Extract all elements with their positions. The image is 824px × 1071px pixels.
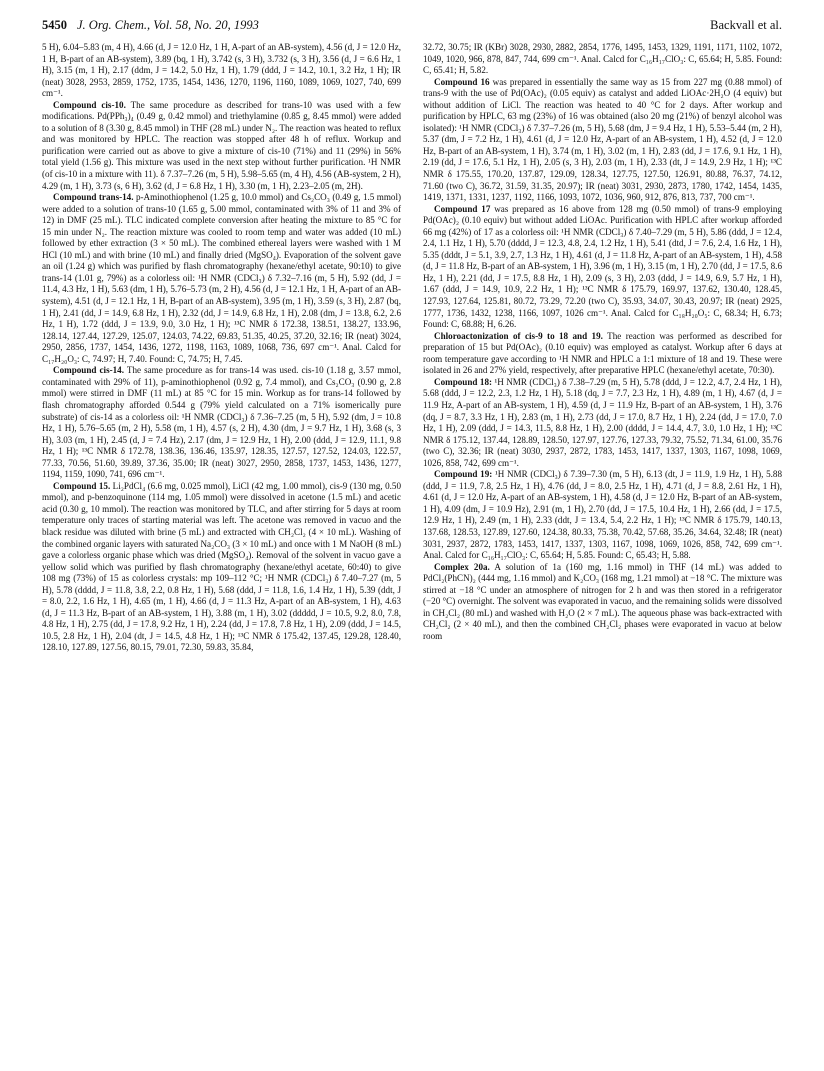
paragraph-heading: Compound 16 <box>434 76 490 87</box>
running-head-left <box>42 18 259 33</box>
paragraph-heading: Compound 15. <box>53 480 111 491</box>
paragraph <box>42 42 401 100</box>
paragraph <box>423 204 782 331</box>
paragraph-heading: Compound 18: <box>434 376 493 387</box>
paragraph-heading: Compound cis-14. <box>53 365 125 376</box>
paragraph <box>423 562 782 643</box>
paragraph <box>423 77 782 204</box>
left-column <box>42 42 401 654</box>
paragraph-text: A solution of 1a (160 mg, 1.16 mmol) in THF (14 mL) was added to PdCl₂(PhCN)₂ (444 mg, 1.16 mmol) and K₂CO₃ (168 mg, 1.21 mmol) at −18 °C. The mixture was stirred at −18 °C under an atmosphere of nitrogen for 2 h and was then stored in a refrigerator (−20 °C) overnight. The solvent was evaporated in vacuo, and the remaining solids were dissolved in CH₂Cl₂ (80 mL) and washed with H₂O (2 × 7 mL). The aqueous phase was back-extracted with CH₂Cl₂ (2 × 40 mL), and then the combined CH₂Cl₂ phases were evaporated in vacuo at below room <box>423 561 782 641</box>
body-columns <box>42 42 782 654</box>
paragraph-text: 32.72, 30.75; IR (KBr) 3028, 2930, 2882, 2854, 1776, 1495, 1453, 1329, 1191, 1171, 1102, 1072, 1049, 1020, 966, 878, 847, 744, 699 cm⁻¹. Anal. Calcd for C₁₆H₁₇ClO₃: C, 65.64; H, 5.85. Found: C, 65.41; H, 5.82. <box>423 42 782 76</box>
paragraph <box>42 100 401 192</box>
paragraph <box>423 469 782 561</box>
paragraph-text: Li₂PdCl₄ (6.6 mg, 0.025 mmol), LiCl (42 mg, 1.00 mmol), cis-9 (130 mg, 0.50 mmol), and p-benzoquinone (114 mg, 1.05 mmol) were dissolved in acetone (1.5 mL) and acetic acid (0.30 g, 10 mmol). The reaction was monitored by TLC, and after stirring for 5 days at room temperature only traces of starting material was left. The acetone was removed in vacuo and the black residue was diluted with brine (5 mL) and extracted with CH₂Cl₂ (4 × 10 mL). Washing of the combined organic layers with saturated Na₂CO₃ (3 × 10 mL) and once with 1 M NaOH (8 mL) gave a colorless organic phase which was dried (MgSO₄). Removal of the solvent in vacuo gave a yellow solid which was purified by flash chromatography (hexane/ethyl acetate, 60:40) to give 108 mg (73%) of 15 as colorless crystals: mp 109–112 °C; ¹H NMR (CDCl₃) δ 7.40–7.27 (m, 5 H), 5.78 (dddd, J = 11.8, 3.8, 2.2, 0.8 Hz, 1 H), 5.68 (ddd, J = 11.8, 1.6, 1.4 Hz, 1 H), 5.39 (ddt, J = 8.0, 2.2, 1.6 Hz, 1 H), 4.65 (m, 1 H), 4.66 (d, J = 11.3 Hz, A-part of an AB-system, 1 H), 4.63 (d, J = 11.3 Hz, B-part of an AB-system, 1 H), 3.88 (m, 1 H), 3.02 (ddddd, J = 10.5, 9.2, 8.0, 7.8, 4.8 Hz, 1 H), 2.75 (dd, J = 17.8, 9.2 Hz, 1 H), 2.24 (dd, J = 17.8, 7.8 Hz, 1 H), 2.09 (ddd, J = 14.5, 10.5, 2.8 Hz, 1 H), 2.04 (dt, J = 14.5, 4.8 Hz, 1 H); ¹³C NMR δ 175.42, 137.45, 129.28, 128.40, 128.10, 127.89, 127.56, 80.15, 79.01, 72.30, 59.83, 35.84, <box>42 480 401 653</box>
paragraph-text: The same procedure as described for trans-10 was used with a few modifications. Pd(PPh₃)₄ (0.49 g, 0.42 mmol) and triethylamine (0.85 g, 8.45 mmol) were added to a solution of 8 (3.30 g, 8.45 mmol) in THF (28 mL) under N₂. The reaction was heated to reflux and was monitored by HPLC. The reaction was stopped after 48 h of reflux. Workup and purification were carried out as above to give a mixture of cis-10 (71%) and 11 (29%) in 56% total yield (1.56 g). This mixture was used in the next step without further purification. ¹H NMR (of cis-10 in a mixture with 11). δ 7.37–7.26 (m, 5 H), 5.98–5.65 (m, 4 H), 4.56 (AB-system, 2 H), 4.29 (m, 1 H), 3.73 (s, 6 H), 3.62 (d, J = 6.8 Hz, 1 H), 3.30 (m, 1 H), 2.23–2.05 (m, 2H). <box>42 99 402 191</box>
paragraph <box>42 481 401 654</box>
paragraph <box>423 377 782 469</box>
paragraph-heading: Compound 17 <box>434 203 491 214</box>
paragraph <box>42 365 401 480</box>
paragraph <box>423 42 782 77</box>
paragraph-text: 5 H), 6.04–5.83 (m, 4 H), 4.66 (d, J = 12.0 Hz, 1 H, A-part of an AB-system), 4.56 (d, J = 12.0 Hz, 1 H, B-part of an AB-system), 3.89 (bq, 1 H), 3.742 (s, 3 H), 3.732 (s, 3 H), 3.56 (d, J = 6.6 Hz, 1 H), 3.15 (m, 1 H), 2.17 (ddm, J = 14.2, 5.0 Hz, 1 H), 1.79 (ddd, J = 14.2, 10.1, 3.2 Hz, 1 H); IR (neat) 3028, 2953, 2859, 1752, 1735, 1454, 1436, 1270, 1196, 1160, 1089, 1069, 1027, 740, 699 cm⁻¹. <box>42 42 401 99</box>
paragraph-heading: Compound trans-14. <box>53 192 134 203</box>
right-column <box>423 42 782 654</box>
paragraph-text: The reaction was performed as described for preparation of 15 but Pd(OAc)₂ (0.10 equiv) was employed as catalyst. Workup after 6 days at room temperature gave according to ¹H NMR and HPLC a 1:1 mixture of 18 and 19. These were isolated in 26 and 27% yield, respectively, after preparative HPLC (hexane/ethyl acetate, 70:30). <box>423 330 782 376</box>
paragraph-heading: Compound 19: <box>434 469 493 480</box>
running-head <box>42 18 782 36</box>
paragraph-heading: Chloroactonization of cis-9 to 18 and 19. <box>434 330 603 341</box>
paragraph-text: ¹H NMR (CDCl₃) δ 7.38–7.29 (m, 5 H), 5.78 (ddd, J = 12.2, 4.7, 2.4 Hz, 1 H), 5.68 (ddd, J = 12.2, 2.3, 1.2 Hz, 1 H), 5.18 (dq, J = 7.7, 2.3 Hz, 1 H), 4.89 (m, 1 H), 4.67 (d, J = 11.9 Hz, A-part of an AB-system, 1 H), 4.59 (d, J = 11.9 Hz, B-part of an AB-system, 1 H), 3.76 (dq, J = 8.7, 3.3 Hz, 1 H), 2.83 (m, 1 H), 2.73 (dd, J = 17.0, 8.7 Hz, 1 H), 2.24 (dd, J = 17.0, 7.0 Hz, 1 H), 2.09 (ddd, J = 14.3, 11.5, 8.8 Hz, 1 H), 2.00 (dddd, J = 14.4, 4.7, 3.0, 1.0 Hz, 1 H); ¹³C NMR δ 175.12, 137.44, 128.89, 128.50, 127.97, 127.76, 127.33, 79.32, 75.52, 71.34, 61.00, 35.76 (two C), 32.36; IR (neat) 3030, 2937, 2872, 1783, 1453, 1417, 1337, 1303, 1167, 1098, 1069, 1026, 858, 742, 699 cm⁻¹. <box>423 376 782 468</box>
paragraph <box>423 331 782 377</box>
paragraph-heading: Compound cis-10. <box>53 99 126 110</box>
paragraph-text: The same procedure as for trans-14 was used. cis-10 (1.18 g, 3.57 mmol, contaminated with 29% of 11), p-aminothiophenol (0.92 g, 7.4 mmol), and Cs₂CO₃ (0.90 g, 2.8 mmol) were stirred in DMF (11 mL) at 85 °C for 15 min. Workup as for trans-14 followed by flash chromatography afforded 0.544 g (79% yield calculated on a 71% isomerically pure substrate) of cis-14 as a colorless oil: ¹H NMR (CDCl₃) δ 7.36–7.25 (m, 5 H), 5.92 (dm, J = 10.8 Hz, 1 H), 5.76–5.65 (m, 2 H), 5.58 (m, 1 H), 4.57 (s, 2 H), 4.30 (dm, J = 9.7 Hz, 1 H), 3.68 (s, 3 H), 3.03 (m, 1 H), 2.45 (d, J = 7.4 Hz), 2.17 (dm, J = 12.9 Hz, 1 H), 2.00 (ddd, J = 12.9, 11.1, 9.8 Hz, 1 H); ¹³C NMR δ 172.78, 138.36, 136.46, 135.97, 128.35, 127.57, 127.52, 124.03, 122.57, 77.33, 70.56, 51.60, 39.89, 37.36, 35.00; IR (neat) 3027, 2950, 2858, 1737, 1453, 1436, 1277, 1194, 1159, 1090, 741, 696 cm⁻¹. <box>42 365 401 480</box>
paragraph-text: was prepared as 16 above from 128 mg (0.50 mmol) of trans-9 employing Pd(OAc)₂ (0.10 equiv) but without added LiOAc. Purification with HPLC after workup afforded 66 mg (42%) of 17 as a colorless oil: ¹H NMR (CDCl₃) δ 7.40–7.29 (m, 5 H), 5.86 (ddd, J = 12.4, 2.4, 1.1 Hz, 1 H), 5.70 (dddd, J = 12.3, 4.8, 2.4, 1.2 Hz, 1 H), 5.41 (dtd, J = 7.6, 2.4, 1.6 Hz, 1 H), 5.35 (dddt, J = 5.1, 3.9, 2.7, 1.3 Hz, 1 H), 4.61 (d, J = 11.8 Hz, A-part of an AB-system, 1 H), 4.58 (d, J = 11.8 Hz, B-part of an AB-system, 1 H), 3.96 (m, 1 H), 3.15 (m, 1 H), 2.70 (dd, J = 17.5, 8.6 Hz, 1 H), 2.21 (dd, J = 17.5, 8.8 Hz, 1 H), 2.09 (s, 3 H), 2.03 (ddd, J = 14.9, 6.9, 5.7 Hz, 1 H), 1.67 (ddd, J = 14.9, 10.9, 2.2 Hz, 1 H); ¹³C NMR δ 175.79, 169.97, 137.62, 130.40, 128.45, 127.93, 127.64, 125.81, 80.72, 73.29, 72.20 (two C), 35.93, 34.07, 30.43, 20.97; IR (neat) 2925, 1777, 1736, 1432, 1238, 1166, 1097, 1026 cm⁻¹. Anal. Calcd for C₁₈H₂₀O₅: C, 68.34; H, 6.73; Found: C, 68.88; H, 6.26. <box>423 203 783 330</box>
paragraph <box>42 192 401 365</box>
running-head-authors: Backvall et al. <box>710 18 782 32</box>
page-number: 5450 <box>42 18 67 32</box>
paragraph-text: ¹H NMR (CDCl₃) δ 7.39–7.30 (m, 5 H), 6.13 (dt, J = 11.9, 1.9 Hz, 1 H), 5.88 (ddd, J = 11.9, 7.8, 2.5 Hz, 1 H), 4.76 (dd, J = 8.0, 2.5 Hz, 1 H), 4.71 (d, J = 8.8, 2.61 Hz, 1 H), 4.61 (d, J = 12.0 Hz, A-part of an AB-system, 1 H), 4.58 (d, J = 12.0 Hz, B-part of an AB-system, 1 H), 4.09 (dm, J = 10.9 Hz), 2.91 (m, 1 H), 2.70 (dd, J = 17.5, 10.4 Hz, 1 H), 2.66 (dd, J = 17.5, 12.9 Hz, 1 H), 2.49 (m, 1 H), 2.33 (ddt, J = 13.4, 5.4, 2.2 Hz, 1 H); ¹³C NMR δ 175.79, 140.13, 137.68, 128.53, 127.89, 127.60, 124.38, 80.33, 75.38, 70.42, 57.68, 35.26, 34.64, 32.48; IR (neat) 3031, 2937, 2872, 1783, 1453, 1417, 1337, 1303, 1167, 1098, 1069, 1026, 858, 742, 699 cm⁻¹. Anal. Calcd for C₁₆H₁₇ClO₃: C, 65.64; H, 5.85. Found: C, 65.43; H, 5.88. <box>423 469 782 561</box>
paragraph-text: was prepared in essentially the same way as 15 from 227 mg (0.88 mmol) of trans-9 with the use of Pd(OAc)₂ (0.05 equiv) as catalyst and added LiOAc·2H₂O (4 equiv) but without addition of LiCl. The reaction was heated to 40 °C for 2 days. After workup and purification by HPLC, 63 mg (23%) of 16 was obtained (also 20 mg (21%) of benzyl alcohol was isolated): ¹H NMR (CDCl₃) δ 7.37–7.26 (m, 5 H), 5.68 (dm, J = 9.4 Hz, 1 H), 5.53–5.44 (m, 2 H), 5.37 (dm, J = 7.2 Hz, 1 H), 4.61 (d, J = 12.0 Hz, A-part of an AB-system, 1 H), 4.52 (d, J = 12.0 Hz, B-part of an AB-system, 1 H), 3.74 (m, 1 H), 3.02 (m, 1 H), 2.83 (dd, J = 17.6, 9.1 Hz, 1 H), 2.19 (dd, J = 17.6, 5.1 Hz, 1 H), 2.05 (s, 3 H), 2.03 (m, 1 H), 2.33 (dt, J = 14.9, 2.9 Hz, 1 H); ¹³C NMR δ 175.55, 170.20, 137.87, 129.09, 128.34, 127.75, 127.50, 126.91, 80.88, 76.37, 74.12, 71.60 (two C), 36.72, 31.59, 31.35, 20.97); IR (neat) 3031, 2930, 2873, 1780, 1742, 1454, 1435, 1419, 1371, 1331, 1237, 1192, 1166, 1093, 1072, 1036, 960, 912, 876, 813, 737, 700 cm⁻¹. <box>423 76 782 203</box>
journal-citation: J. Org. Chem., Vol. 58, No. 20, 1993 <box>77 18 259 32</box>
paragraph-text: p-Aminothiophenol (1.25 g, 10.0 mmol) and Cs₂CO₃ (0.49 g, 1.5 mmol) were added to a solution of trans-10 (1.65 g, 5.00 mmol, contaminated with 3% of 11 and 3% of 12) in DMF (25 mL). TLC indicated complete conversion after heating the mixture to 85 °C for 15 min under N₂. The reaction mixture was cooled to room temp and water was added (10 mL) followed by ether extraction (3 × 50 mL). The combined ethereal layers were washed with 1 M HCl (10 mL) and with brine (10 mL) and finally dried (MgSO₄). Evaporation of the solvent gave an oil (1.24 g) which was purified by flash chromatography (hexane/ethyl acetate, 90:10) to give trans-14 (1.01 g, 79%) as a colorless oil: ¹H NMR (CDCl₃) δ 7.32–7.16 (m, 5 H), 5.92 (dd, J = 11.4, 4.3 Hz, 1 H), 5.63 (dm, 1 H), 5.76–5.73 (m, 2 H), 4.56 (d, J = 12.1 Hz, 1 H, A-part of an AB-system), 4.51 (d, J = 12.1 Hz, 1 H, B-part of an AB-system), 3.95 (m, 1 H), 3.59 (s, 3 H), 2.87 (bq, 1 H), 2.41 (dd, J = 14.9, 6.8 Hz, 1 H), 2.32 (dd, J = 14.9, 6.8 Hz, 1 H), 2.08 (dm, J = 13.8, 6.2, 2.6 Hz, 1 H), 1.72 (ddd, J = 13.9, 9.0, 3.0 Hz, 1 H); ¹³C NMR δ 172.38, 138.51, 138.27, 133.96, 128.14, 127.44, 127.29, 125.07, 124.03, 74.22, 69.83, 51.35, 40.25, 37.20, 32.16; IR (neat) 3024, 2950, 2856, 1737, 1454, 1436, 1272, 1198, 1163, 1089, 1068, 736, 697 cm⁻¹. Anal. Calcd for C₁₇H₂₀O₃: C, 74.97; H, 7.40. Found: C, 74.75; H, 7.45. <box>42 192 402 364</box>
paragraph-heading: Complex 20a. <box>434 561 490 572</box>
